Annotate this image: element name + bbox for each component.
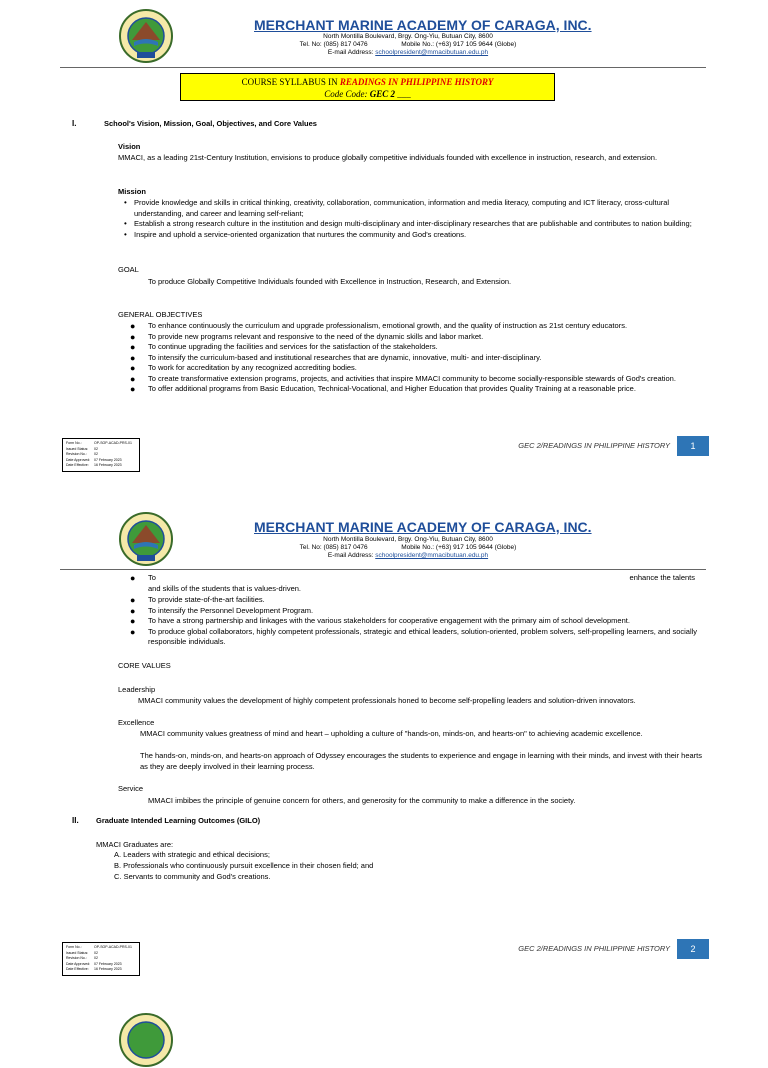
header-divider xyxy=(60,569,706,570)
doc-value: 16 February 2023 xyxy=(94,967,122,971)
goal-text: To produce Globally Competitive Individuals founded with Excellence in Instruction, Research, and Extension. xyxy=(148,277,512,286)
school-address: North Montilla Boulevard, Brgy. Ong-Yiu, Butuan City, 8600 xyxy=(323,536,493,543)
school-email xyxy=(250,49,566,57)
school-phones xyxy=(250,544,566,552)
email-label: E-mail Address: xyxy=(327,49,374,56)
excellence-text-1: MMACI community values greatness of mind and heart – upholding a culture of "hands-on, minds-on, and hearts-on" to achieving academic excellence. xyxy=(140,729,643,738)
objective-item: ● To provide new programs relevant and responsive to the need of the dynamic skills and labor market. xyxy=(138,332,710,343)
doc-key: Date Approved: xyxy=(66,457,91,462)
mission-heading: Mission xyxy=(118,187,146,196)
email-link[interactable]: schoolpresident@mmacibutuan.edu.ph xyxy=(375,552,489,559)
doc-value: OP-SOP-ACAD-PRS-01 xyxy=(94,441,132,445)
objectives-list-page1 xyxy=(138,321,710,395)
doc-value: 07 February 2023 xyxy=(94,457,122,462)
school-email xyxy=(250,552,566,560)
mission-item: • Inspire and uphold a service-oriented organization that nurtures the community and God's creations. xyxy=(122,230,707,241)
gilo-item: C. Servants to community and God's creations. xyxy=(114,872,271,881)
mobile-number: Mobile No.: (+63) 917 105 9644 (Globe) xyxy=(401,41,517,48)
objective-item: ● To have a strong partnership and linkages with the various stakeholders for cooperative engagement with the primary aim of school development. xyxy=(138,616,710,627)
mission-list xyxy=(122,198,707,240)
doc-key: Issued Status: xyxy=(66,446,89,451)
vision-text: MMACI, as a leading 21st-Century Institution, envisions to produce globally competitive individuals founded with excellence in instruction, research, and extension. xyxy=(118,153,658,162)
mission-item: • Establish a strong research culture in the institution and design multi-disciplinary and inter-disciplinary researches that are publishable and contributes to nation building; xyxy=(122,219,707,230)
doc-key: Date Approved: xyxy=(66,961,91,966)
doc-key: Date Effective: xyxy=(66,463,89,467)
school-phones xyxy=(250,41,566,49)
service-heading: Service xyxy=(118,784,144,793)
doc-value: 02 xyxy=(94,452,98,456)
section1-number: I. xyxy=(72,119,77,128)
doc-value: 02 xyxy=(94,956,98,960)
code-label: Code Code: xyxy=(324,89,368,99)
bullet: ● xyxy=(130,573,136,583)
objective-item: ● To work for accreditation by any recognized accrediting bodies. xyxy=(138,363,710,374)
excellence-heading: Excellence xyxy=(118,718,155,727)
objective-item: ● To continue upgrading the facilities and services for the satisfaction of the stakeholders. xyxy=(138,342,710,353)
doc-key: Revision No.: xyxy=(66,956,87,960)
document-control-box xyxy=(62,942,140,976)
objective-item: ● To provide state-of-the-art facilities. xyxy=(138,595,710,606)
doc-key: Revision No.: xyxy=(66,452,87,456)
code-value: GEC 2 xyxy=(369,89,395,99)
syllabus-title-box xyxy=(180,73,555,101)
mobile-number: Mobile No.: (+63) 917 105 9644 (Globe) xyxy=(401,544,517,551)
objective-item: ● To enhance continuously the curriculum and upgrade professionalism, emotional growth, and the quality of instruction as 21st century educators. xyxy=(138,321,710,332)
objective-item: ● To offer additional programs from Basic Education, Technical-Vocational, and Higher Education that provides Quality Training at a reasonable price. xyxy=(138,384,710,395)
code-blank: ___ xyxy=(397,89,411,99)
school-name: MERCHANT MARINE ACADEMY OF CARAGA, INC. xyxy=(254,519,592,535)
objective-split-a: To xyxy=(148,573,156,582)
email-label: E-mail Address: xyxy=(327,552,374,559)
goal-heading: GOAL xyxy=(118,265,139,274)
objectives-heading: GENERAL OBJECTIVES xyxy=(118,310,203,319)
gilo-item: A. Leaders with strategic and ethical decisions; xyxy=(114,850,270,859)
doc-value: 07 February 2023 xyxy=(94,961,122,966)
excellence-text-2: The hands-on, minds-on, and hearts-on approach of Odyssey encourages the students to experience and engage in learning with their minds, and invest with their hearts as they are deeply involved in their learning process. xyxy=(140,751,703,771)
section1-title: School's Vision, Mission, Goal, Objectives, and Core Values xyxy=(104,119,317,128)
doc-value: 02 xyxy=(94,950,98,955)
objective-item: ● To intensify the Personnel Development Program. xyxy=(138,606,710,617)
syllabus-prefix: COURSE SYLLABUS IN xyxy=(241,77,338,87)
school-address: North Montilla Boulevard, Brgy. Ong-Yiu, Butuan City, 8600 xyxy=(323,33,493,40)
tel-number: Tel. No: (085) 817 0476 xyxy=(299,41,368,48)
gilo-intro: MMACI Graduates are: xyxy=(96,840,174,849)
objective-item: ● To create transformative extension programs, projects, and activities that inspire MMACI community to become socially-responsible stewards of God's creation. xyxy=(138,374,710,385)
objective-item: ● To intensify the curriculum-based and institutional researches that are dynamic, innovative, multi- and inter-disciplinary. xyxy=(138,353,710,364)
course-title: READINGS IN PHILIPPINE HISTORY xyxy=(339,77,494,87)
service-text: MMACI imbibes the principle of genuine concern for others, and generosity for the community to make a difference in the society. xyxy=(148,796,576,805)
doc-key: Issued Status: xyxy=(66,950,89,955)
doc-key: Form No.: xyxy=(66,441,82,445)
leadership-text: MMACI community values the development of highly competent professionals honed to become self-propelling leaders and solution-driven innovators. xyxy=(138,696,636,705)
leadership-heading: Leadership xyxy=(118,685,156,694)
objectives-list-page2 xyxy=(138,595,710,648)
school-seal-logo xyxy=(118,8,174,64)
school-seal-logo xyxy=(118,511,174,567)
school-seal-logo xyxy=(118,1012,174,1068)
mission-item: • Provide knowledge and skills in critical thinking, creativity, collaboration, communication, information and media literacy, computing and ICT literacy, cross-cultural understanding, and career and learning self-reliant; xyxy=(122,198,707,219)
doc-key: Form No.: xyxy=(66,945,82,949)
vision-heading: Vision xyxy=(118,142,141,151)
page-number: 1 xyxy=(677,436,709,456)
footer-course-text: GEC 2/READINGS IN PHILIPPINE HISTORY xyxy=(518,944,670,953)
document-control-box xyxy=(62,438,140,472)
doc-key: Date Effective: xyxy=(66,967,89,971)
objective-item: ● To produce global collaborators, highly competent professionals, strategic and ethical leaders, solution-oriented, problem solvers, self-propelling learners, and socially responsible individuals. xyxy=(138,627,710,648)
gilo-item: B. Professionals who continuously pursuit excellence in their chosen field; and xyxy=(114,861,374,870)
email-link[interactable]: schoolpresident@mmacibutuan.edu.ph xyxy=(375,49,489,56)
doc-value: 02 xyxy=(94,446,98,451)
objective-split-b: enhance the talents xyxy=(629,573,695,582)
objective-split-c: and skills of the students that is values-driven. xyxy=(148,584,301,593)
doc-value: OP-SOP-ACAD-PRS-01 xyxy=(94,945,132,949)
header-divider xyxy=(60,67,706,68)
school-name: MERCHANT MARINE ACADEMY OF CARAGA, INC. xyxy=(254,17,592,33)
section2-number: II. xyxy=(72,816,79,825)
section2-title: Graduate Intended Learning Outcomes (GILO) xyxy=(96,816,261,825)
core-values-heading: CORE VALUES xyxy=(118,661,171,670)
doc-value: 16 February 2023 xyxy=(94,463,122,467)
footer-course-text: GEC 2/READINGS IN PHILIPPINE HISTORY xyxy=(518,441,670,450)
tel-number: Tel. No: (085) 817 0476 xyxy=(299,544,368,551)
page-number: 2 xyxy=(677,939,709,959)
